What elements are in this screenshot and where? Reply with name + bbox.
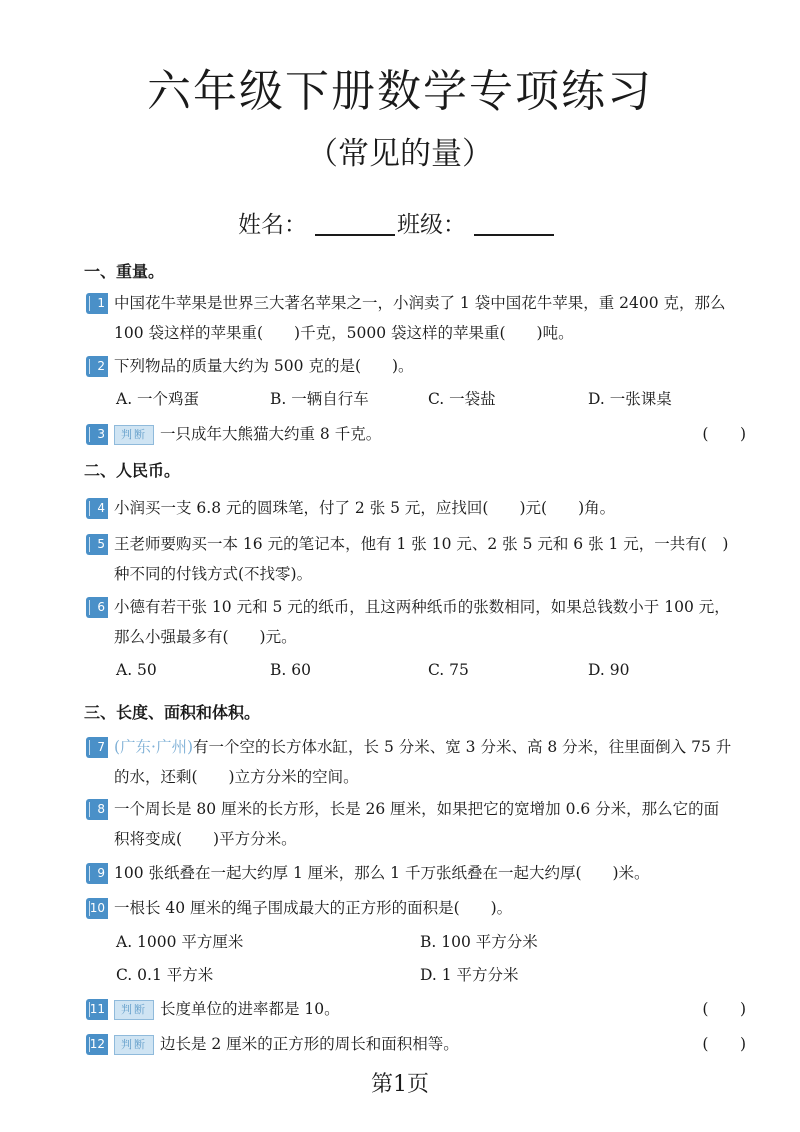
question-6 — [86, 597, 756, 652]
question-1 — [86, 293, 756, 348]
judge-tag: 判断 — [114, 1000, 154, 1020]
question-10-options-row1 — [114, 932, 764, 952]
question-9 — [86, 863, 756, 888]
class-label: 班级： — [397, 212, 466, 238]
question-12 — [86, 1034, 756, 1059]
question-number-badge: 9 — [86, 863, 108, 884]
option-c[interactable]: C. 75 — [428, 661, 469, 679]
option-d[interactable]: D. 90 — [588, 661, 630, 679]
question-number-badge: 1 — [86, 293, 108, 314]
question-number-badge: 6 — [86, 597, 108, 618]
question-3 — [86, 424, 756, 449]
question-number-badge: 11 — [86, 999, 108, 1020]
question-number-badge: 3 — [86, 424, 108, 445]
question-text: 小润买一支 6.8 元的圆珠笔，付了 2 张 5 元，应找回( )元( )角。 — [114, 499, 616, 517]
option-a[interactable]: A. 1000 平方厘米 — [116, 933, 244, 951]
section-heading-weight: 一、重量。 — [84, 262, 165, 281]
question-text: 一根长 40 厘米的绳子围成最大的正方形的面积是( )。 — [114, 899, 513, 917]
judge-tag: 判断 — [114, 425, 154, 445]
question-number-badge: 7 — [86, 737, 108, 758]
answer-parentheses[interactable]: ( ) — [702, 425, 754, 443]
question-text: 那么小强最多有( )元。 — [114, 628, 297, 646]
option-b[interactable]: B. 60 — [270, 661, 311, 679]
question-text: 积将变成( )平方分米。 — [114, 830, 297, 848]
option-a[interactable]: A. 一个鸡蛋 — [116, 390, 200, 408]
question-5 — [86, 534, 756, 589]
option-a[interactable]: A. 50 — [116, 661, 157, 679]
question-7 — [86, 737, 756, 792]
page-number: 第1页 — [371, 1072, 429, 1097]
answer-parentheses[interactable]: ( ) — [702, 1000, 754, 1018]
question-text: 下列物品的质量大约为 500 克的是( )。 — [114, 357, 414, 375]
question-11 — [86, 999, 756, 1024]
question-text: 小德有若干张 10 元和 5 元的纸币，且这两种纸币的张数相同，如果总钱数小于 100 元， — [114, 598, 730, 616]
question-number-badge: 2 — [86, 356, 108, 377]
option-d[interactable]: D. 一张课桌 — [588, 390, 672, 408]
question-text: 长度单位的进率都是 10。 — [160, 1000, 340, 1018]
question-source: (广东·广州) — [114, 738, 194, 756]
question-text: 边长是 2 厘米的正方形的周长和面积相等。 — [160, 1035, 459, 1053]
option-c[interactable]: C. 0.1 平方米 — [116, 966, 214, 984]
question-text: 有一个空的长方体水缸，长 5 分米、宽 3 分米、高 8 分米，往里面倒入 75 升 — [193, 738, 732, 756]
name-label: 姓名： — [238, 212, 307, 238]
question-6-options — [114, 660, 764, 680]
option-c[interactable]: C. 一袋盐 — [428, 390, 496, 408]
question-text: 100 袋这样的苹果重( )千克，5000 袋这样的苹果重( )吨。 — [114, 324, 574, 342]
question-number-badge: 12 — [86, 1034, 108, 1055]
page-title: 六年级下册数学专项练习 — [147, 66, 653, 117]
question-2-options — [114, 389, 764, 409]
option-d[interactable]: D. 1 平方分米 — [420, 966, 519, 984]
question-number-badge: 10 — [86, 898, 108, 919]
judge-tag: 判断 — [114, 1035, 154, 1055]
question-10-options-row2 — [114, 965, 764, 985]
question-text: 中国花牛苹果是世界三大著名苹果之一，小润卖了 1 袋中国花牛苹果，重 2400 克，那么 — [114, 294, 726, 312]
question-8 — [86, 799, 756, 854]
question-number-badge: 4 — [86, 498, 108, 519]
question-text: 王老师要购买一本 16 元的笔记本，他有 1 张 10 元、2 张 5 元和 6 张 1 元，一共有( ) — [114, 535, 729, 553]
question-number-badge: 5 — [86, 534, 108, 555]
question-text: 100 张纸叠在一起大约厚 1 厘米，那么 1 千万张纸叠在一起大约厚( )米。 — [114, 864, 650, 882]
option-b[interactable]: B. 一辆自行车 — [270, 390, 369, 408]
question-text: 一只成年大熊猫大约重 8 千克。 — [160, 425, 382, 443]
page-subtitle: （常见的量） — [307, 136, 493, 172]
question-10 — [86, 898, 756, 923]
question-2 — [86, 356, 756, 381]
question-text: 种不同的付钱方式(不找零)。 — [114, 565, 313, 583]
option-b[interactable]: B. 100 平方分米 — [420, 933, 538, 951]
question-4 — [86, 498, 756, 523]
question-text: 一个周长是 80 厘米的长方形，长是 26 厘米，如果把它的宽增加 0.6 分米，那么它的面 — [114, 800, 720, 818]
section-heading-length-area-volume: 三、长度、面积和体积。 — [84, 703, 261, 722]
question-text: 的水，还剩( )立方分米的空间。 — [114, 768, 359, 786]
question-number-badge: 8 — [86, 799, 108, 820]
answer-parentheses[interactable]: ( ) — [702, 1035, 754, 1053]
section-heading-money: 二、人民币。 — [84, 461, 181, 480]
